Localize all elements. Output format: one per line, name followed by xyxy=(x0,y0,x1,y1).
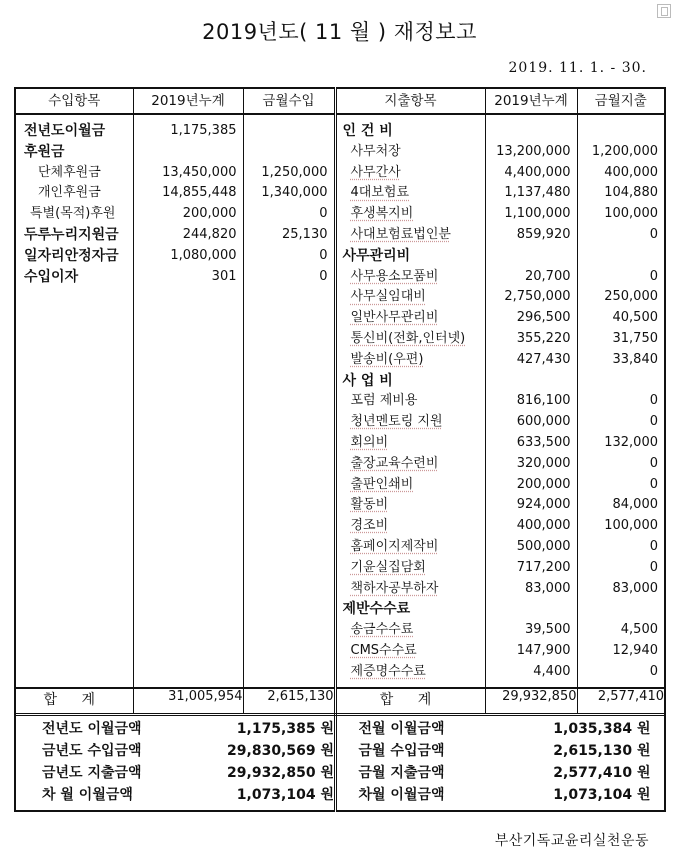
income-item-month: 0 xyxy=(319,247,328,263)
summary-value: 29,932,850 원 xyxy=(227,765,334,781)
expense-item-label: 활동비 xyxy=(350,497,389,513)
expense-item-ytd: 296,500 xyxy=(516,310,571,326)
expense-item-ytd: 83,000 xyxy=(525,580,571,596)
report-period: 2019. 11. 1. - 30. xyxy=(508,60,647,76)
expense-item-label: 4대보험료 xyxy=(350,185,410,201)
totals-row xyxy=(15,688,665,715)
organization-name: 부산기독교윤리실천운동 xyxy=(494,833,649,849)
expense-item-label: 일반사무관리비 xyxy=(350,310,439,326)
expense-item-month: 33,840 xyxy=(612,351,658,367)
income-item-month: 25,130 xyxy=(282,226,328,242)
expense-item-ytd: 13,200,000 xyxy=(496,143,571,159)
expense-item-label: 회의비 xyxy=(350,434,389,450)
expense-item-label: 인 건 비 xyxy=(342,123,393,139)
income-item-label: 개인후원금 xyxy=(38,185,101,201)
expense-month-values xyxy=(577,114,665,688)
expense-item-month: 100,000 xyxy=(604,518,658,534)
expense-item-label: 송금수수료 xyxy=(350,622,414,638)
expense-item-month xyxy=(578,246,665,267)
header-income-ytd: 2019년누계 xyxy=(133,88,243,114)
summary-value: 1,073,104 원 xyxy=(553,787,651,803)
expense-item-month: 0 xyxy=(649,268,658,284)
expense-item-ytd: 355,220 xyxy=(516,330,571,346)
expense-item-month: 400,000 xyxy=(604,164,658,180)
expense-item-ytd: 4,400,000 xyxy=(504,164,571,180)
income-labels xyxy=(15,114,133,688)
income-item-month xyxy=(244,121,334,142)
header-expense-ytd: 2019년누계 xyxy=(485,88,577,114)
summary-row xyxy=(337,762,665,784)
income-item-month: 1,250,000 xyxy=(261,164,328,180)
income-item-label: 수입이자 xyxy=(24,268,79,285)
income-item-month: 0 xyxy=(319,268,328,284)
expense-item-month: 84,000 xyxy=(612,497,658,513)
finance-table xyxy=(14,87,666,716)
income-item-label: 전년도이월금 xyxy=(24,123,106,139)
summary-value: 2,615,130 원 xyxy=(553,743,651,759)
expense-item-month: 0 xyxy=(649,455,658,471)
expense-item-month xyxy=(578,599,665,620)
expense-item-month: 100,000 xyxy=(604,206,658,222)
expense-item-label: 포럼 제비용 xyxy=(350,393,418,409)
expense-item-label: 사무용소모품비 xyxy=(350,268,439,284)
summary-label: 금월 지출금액 xyxy=(358,765,445,781)
income-item-label: 후원금 xyxy=(24,143,65,160)
table-header xyxy=(15,88,665,114)
income-item-label: 두루누리지원금 xyxy=(24,226,119,243)
expense-item-ytd: 320,000 xyxy=(516,455,571,471)
expense-item-label: 사대보험료법인분 xyxy=(350,226,451,242)
expense-item-ytd xyxy=(486,371,577,392)
expense-item-month: 0 xyxy=(649,538,658,554)
expense-item-month: 104,880 xyxy=(604,185,658,201)
expense-item-month: 0 xyxy=(649,476,658,492)
expense-item-label: 제반수수료 xyxy=(342,601,411,618)
header-expense-item: 지출항목 xyxy=(335,88,485,114)
income-item-month: 0 xyxy=(319,206,328,222)
expense-item-month: 83,000 xyxy=(612,580,658,596)
summary-value: 1,073,104 원 xyxy=(236,787,334,803)
header-income-month: 금월수입 xyxy=(243,88,335,114)
expense-item-label: 제증명수수료 xyxy=(350,663,426,679)
expense-total-month: 2,577,410 xyxy=(577,688,665,715)
report-title: 2019년도( 11 월 ) 재정보고 xyxy=(202,20,477,44)
expense-item-label: 출판인쇄비 xyxy=(350,476,414,492)
income-item-label: 특별(목적)후원 xyxy=(30,206,116,222)
expense-item-label: 기윤실집담회 xyxy=(350,559,426,575)
expense-ytd-values xyxy=(485,114,577,688)
expense-item-label: 후생복지비 xyxy=(350,206,414,222)
summary-row xyxy=(16,718,334,740)
expense-item-label: 청년멘토링 지원 xyxy=(350,414,443,430)
summary-row xyxy=(16,762,334,784)
expense-item-ytd: 427,430 xyxy=(516,351,571,367)
expense-total-ytd: 29,932,850 xyxy=(485,688,577,715)
expense-item-month: 0 xyxy=(649,663,658,679)
expense-item-month: 40,500 xyxy=(612,310,658,326)
header-expense-month: 금월지출 xyxy=(577,88,665,114)
income-total-month: 2,615,130 xyxy=(243,688,335,715)
expense-item-ytd xyxy=(486,246,577,267)
expense-item-month: 4,500 xyxy=(620,622,658,638)
expense-item-month: 12,940 xyxy=(612,642,658,658)
expense-item-ytd: 147,900 xyxy=(516,642,571,658)
summary-value: 1,035,384 원 xyxy=(553,721,651,737)
expense-item-label: 사무처장 xyxy=(350,143,401,159)
expense-item-ytd: 400,000 xyxy=(516,518,571,534)
income-item-ytd: 1,080,000 xyxy=(170,247,237,263)
summary-label: 금년도 지출금액 xyxy=(42,765,142,781)
income-item-ytd: 244,820 xyxy=(182,226,237,242)
summary-label: 전월 이월금액 xyxy=(358,721,445,737)
income-item-label: 단체후원금 xyxy=(38,164,101,180)
expense-item-ytd: 2,750,000 xyxy=(504,289,571,305)
expense-item-label: 홈페이지제작비 xyxy=(350,538,439,554)
expense-item-ytd: 20,700 xyxy=(525,268,571,284)
expense-item-ytd xyxy=(486,599,577,620)
expense-item-month: 1,200,000 xyxy=(591,143,658,159)
summary-row xyxy=(337,784,665,806)
expense-item-ytd: 924,000 xyxy=(516,497,571,513)
income-total-ytd: 31,005,954 xyxy=(133,688,243,715)
expense-item-ytd: 717,200 xyxy=(516,559,571,575)
summary-label: 차월 이월금액 xyxy=(358,787,445,803)
expense-item-label: 발송비(우편) xyxy=(350,351,424,367)
expense-item-label: 사무실임대비 xyxy=(350,289,426,305)
summary-value: 2,577,410 원 xyxy=(553,765,651,781)
expense-item-label: 경조비 xyxy=(350,518,389,534)
expense-item-month: 132,000 xyxy=(604,434,658,450)
income-ytd-values xyxy=(133,114,243,688)
income-item-ytd: 1,175,385 xyxy=(170,123,237,138)
expense-item-ytd: 859,920 xyxy=(516,226,571,242)
expense-item-ytd: 1,100,000 xyxy=(504,206,571,222)
income-item-label: 일자리안정자금 xyxy=(24,247,119,264)
expense-item-label: 사무간사 xyxy=(350,164,401,180)
summary-value: 29,830,569 원 xyxy=(227,743,334,759)
expense-item-month: 0 xyxy=(649,559,658,575)
income-month-values xyxy=(243,114,335,688)
expense-item-ytd: 633,500 xyxy=(516,434,571,450)
expense-item-label: CMS수수료 xyxy=(350,642,417,658)
summary-table xyxy=(14,714,666,812)
summary-row xyxy=(337,718,665,740)
header-income-item: 수입항목 xyxy=(15,88,133,114)
expense-item-month: 0 xyxy=(649,226,658,242)
expense-item-label: 사무관리비 xyxy=(342,247,411,264)
income-item-month: 1,340,000 xyxy=(261,185,328,201)
summary-right xyxy=(335,714,665,811)
income-item-ytd: 14,855,448 xyxy=(162,185,237,201)
expense-item-label: 사 업 비 xyxy=(342,372,393,389)
summary-row xyxy=(16,740,334,762)
summary-left xyxy=(15,714,335,811)
expense-item-month xyxy=(578,121,665,142)
expense-item-month: 0 xyxy=(649,393,658,409)
expense-total-label: 합 계 xyxy=(335,688,485,715)
expense-item-ytd: 4,400 xyxy=(533,663,571,679)
summary-label: 금년도 수입금액 xyxy=(42,743,142,759)
summary-row xyxy=(337,740,665,762)
expense-item-ytd: 600,000 xyxy=(516,414,571,430)
expense-item-ytd xyxy=(486,121,577,142)
income-item-ytd: 13,450,000 xyxy=(162,164,237,180)
summary-label: 전년도 이월금액 xyxy=(42,721,142,737)
income-total-label: 합 계 xyxy=(15,688,133,715)
expense-labels xyxy=(335,114,485,688)
expense-item-label: 책하자공부하자 xyxy=(350,580,439,596)
summary-row xyxy=(16,784,334,806)
expense-item-ytd: 816,100 xyxy=(516,393,571,409)
expense-item-month: 0 xyxy=(649,414,658,430)
summary-value: 1,175,385 원 xyxy=(236,721,334,737)
income-item-ytd: 301 xyxy=(211,268,237,284)
expense-item-month xyxy=(578,371,665,392)
expense-item-ytd: 200,000 xyxy=(516,476,571,492)
expense-item-month: 250,000 xyxy=(604,289,658,305)
expense-item-label: 통신비(전화,인터넷) xyxy=(350,330,466,346)
income-item-month xyxy=(244,142,334,163)
income-item-ytd xyxy=(134,142,243,163)
summary-label: 금월 수입금액 xyxy=(358,743,445,759)
expense-item-ytd: 500,000 xyxy=(516,538,571,554)
expense-item-ytd: 1,137,480 xyxy=(504,185,571,201)
expense-item-ytd: 39,500 xyxy=(525,622,571,638)
expense-item-label: 출장교육수련비 xyxy=(350,455,439,471)
expense-item-month: 31,750 xyxy=(612,330,658,346)
summary-label: 차 월 이월금액 xyxy=(42,787,133,803)
income-item-ytd: 200,000 xyxy=(182,206,237,222)
